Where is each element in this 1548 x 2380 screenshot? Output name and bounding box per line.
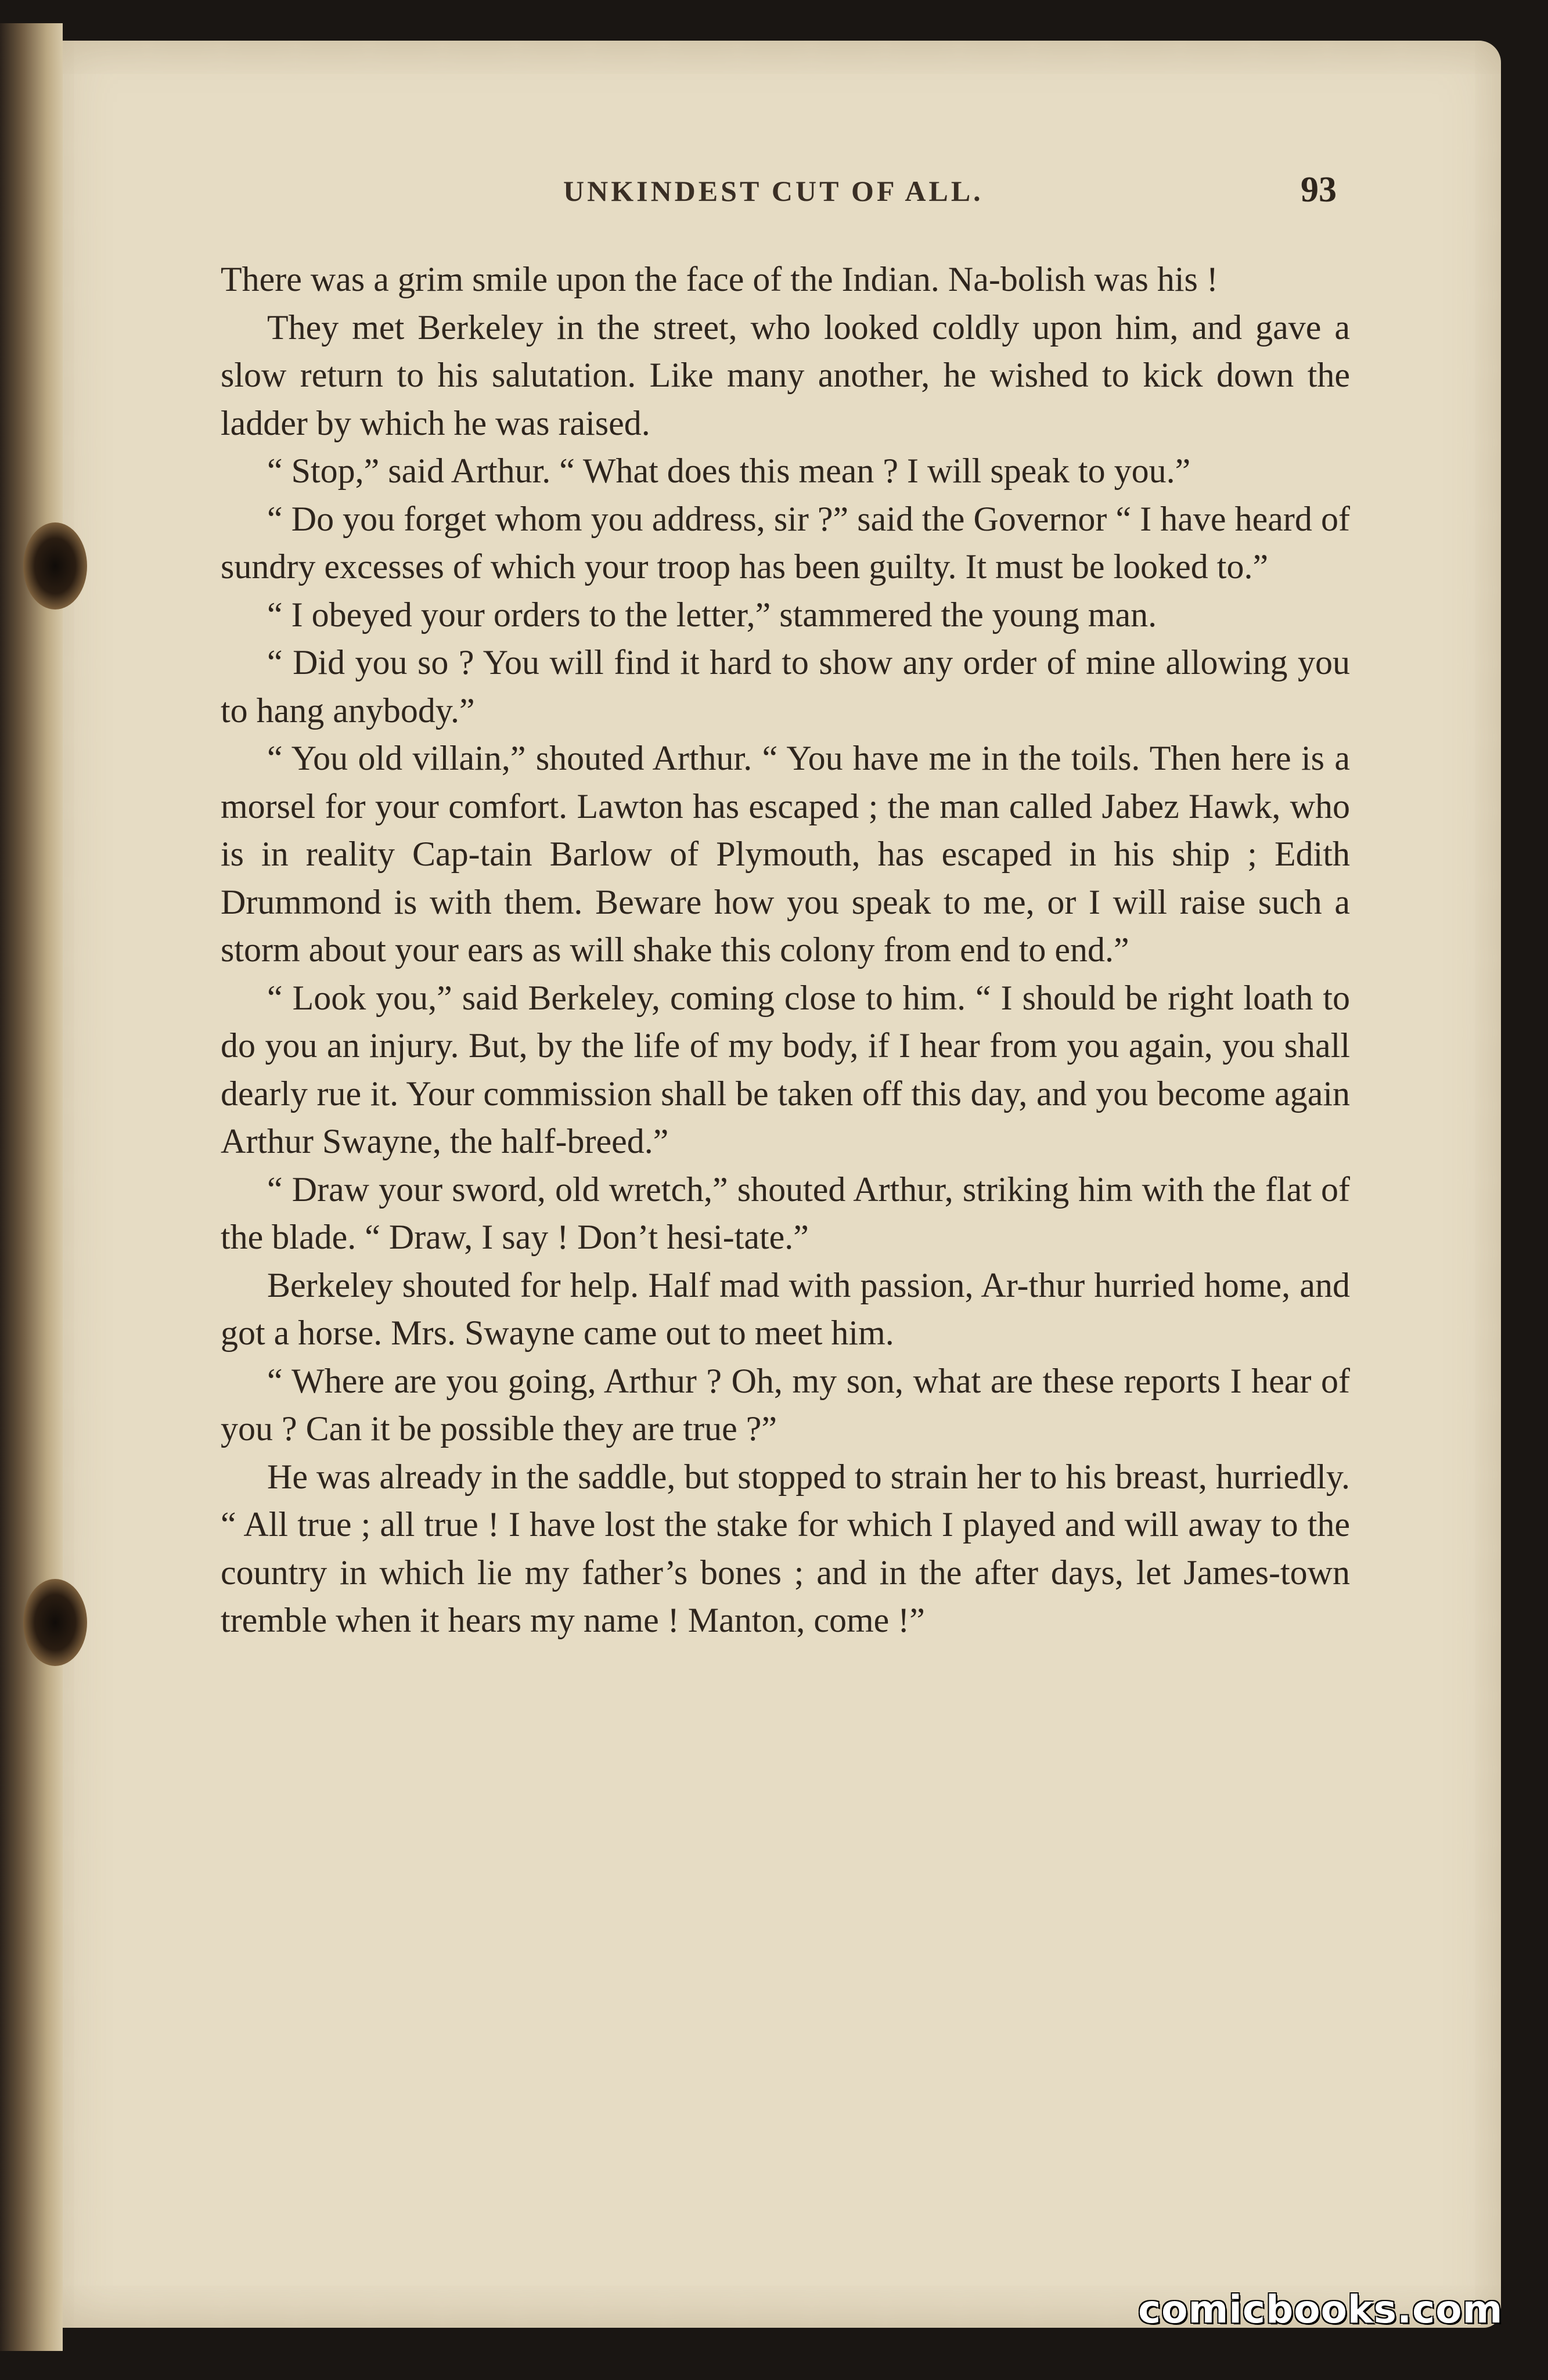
paragraph: “ Draw your sword, old wretch,” shouted Arthur, striking him with the flat of the blade. “ Draw, I say ! Don’t hesi-tate.”: [221, 1170, 1350, 1256]
paragraph: “ Do you forget whom you address, sir ?” said the Governor “ I have heard of sundry excesses of which your troop has been guilty. It must be looked to.”: [221, 499, 1350, 586]
paragraph: “ You old villain,” shouted Arthur. “ You have me in the toils. Then here is a morsel for your comfort. Lawton has escaped ; the man called Jabez Hawk, who is in reality Cap-tain Barlow of Plymouth, has escaped in his ship ; Edith Drummond is with them. Beware how you speak to me, or I will raise such a storm about your ears as will shake this colony from end to end.”: [221, 739, 1350, 969]
body-text: [221, 255, 1350, 1645]
paragraph: “ Stop,” said Arthur. “ What does this mean ? I will speak to you.”: [267, 452, 1191, 490]
paragraph: “ I obeyed your orders to the letter,” stammered the young man.: [267, 595, 1157, 634]
book-spine: [0, 23, 63, 2351]
paragraph: “ Where are you going, Arthur ? Oh, my son, what are these reports I hear of you ? Can it be possible they are true ?”: [221, 1361, 1350, 1448]
running-head: UNKINDEST CUT OF ALL.: [563, 175, 984, 207]
paragraph: Berkeley shouted for help. Half mad with passion, Ar-thur hurried home, and got a horse. Mrs. Swayne came out to meet him.: [221, 1265, 1350, 1352]
paragraph: There was a grim smile upon the face of the Indian. Na-bolish was his !: [221, 260, 1218, 298]
watermark: comicbooks.com: [1138, 2287, 1503, 2332]
paragraph: “ Did you so ? You will find it hard to show any order of mine allowing you to hang anybody.”: [221, 643, 1350, 730]
binding-hole-bottom: [23, 1579, 87, 1666]
page-number: 93: [1301, 170, 1337, 210]
paragraph: “ Look you,” said Berkeley, coming close to him. “ I should be right loath to do you an injury. But, by the life of my body, if I hear from you again, you shall dearly rue it. Your commission shall be taken off this day, and you become again Arthur Swayne, the half-breed.”: [221, 978, 1350, 1160]
binding-hole-top: [23, 522, 87, 610]
paragraph: They met Berkeley in the street, who looked coldly upon him, and gave a slow return to his salutation. Like many another, he wished to kick down the ladder by which he was raised.: [221, 308, 1350, 442]
page-header: [221, 170, 1382, 215]
paragraph: He was already in the saddle, but stopped to strain her to his breast, hurriedly. “ All true ; all true ! I have lost the stake for which I played and will away to the country in which lie my father’s bones ; and in the after days, let James-town tremble when it hears my name ! Manton, come !”: [221, 1457, 1350, 1639]
